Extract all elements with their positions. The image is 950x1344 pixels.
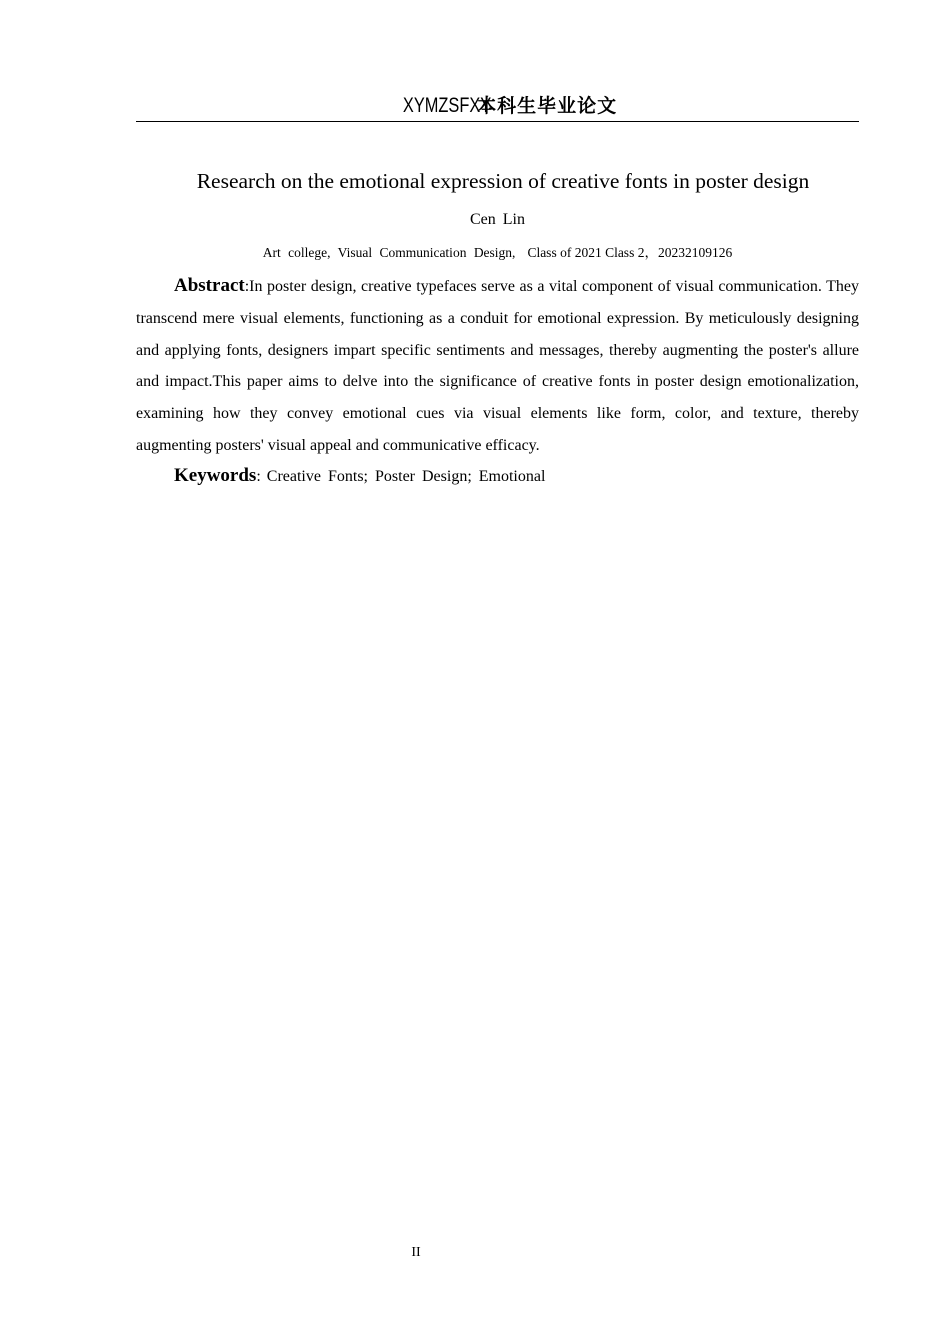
keywords-list: Creative Fonts; Poster Design; Emotional <box>266 468 546 485</box>
keywords-separator: : <box>256 468 261 485</box>
keywords-label: Keywords <box>174 465 257 486</box>
header-thesis-type: 本科生毕业论文 <box>477 95 618 117</box>
affiliation-class-id: Class of 2021 Class 2，20232109126 <box>527 245 733 260</box>
abstract-separator: : <box>244 278 250 295</box>
page-number: II <box>411 1245 421 1260</box>
abstract-label: Abstract <box>174 275 245 296</box>
affiliation-department: Art college, Visual Communication Design, <box>262 245 516 260</box>
keywords-paragraph <box>136 461 859 492</box>
author-affiliation <box>136 243 859 263</box>
abstract-text: In poster design, creative typefaces serve as a vital component of visual communication. They transcend mere visual elements, functioning as a conduit for emotional expression. By meticulously designing and applying fonts, designers impart specific sentiments and messages, thereby augmenting the poster's allure and impact.This paper aims to delve into the significance of creative fonts in poster design emotionalization, examining how they convey emotional cues via visual elements like form, color, and texture, thereby augmenting posters' visual appeal and communicative efficacy. <box>136 278 859 454</box>
abstract-paragraph <box>136 270 859 462</box>
author-name: Cen Lin <box>470 211 525 228</box>
running-header <box>136 92 859 122</box>
paper-title: Research on the emotional expression of creative fonts in poster design <box>196 169 810 193</box>
header-school-name: XYMZSFXY <box>402 94 492 117</box>
